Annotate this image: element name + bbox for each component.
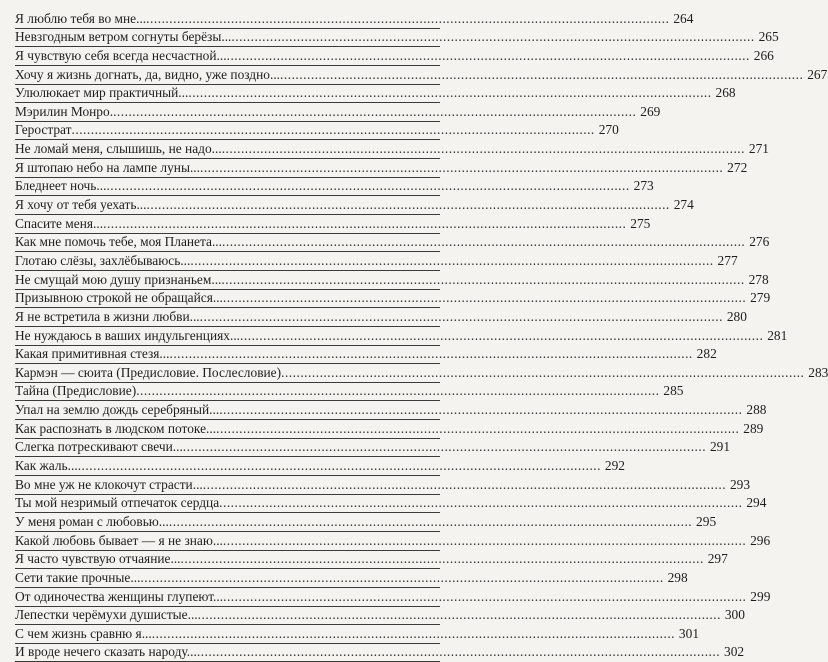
toc-entry-page-number: 302 <box>724 644 745 660</box>
toc-entry-page-number: 295 <box>696 513 717 529</box>
toc-entry-page-number: 288 <box>746 402 767 418</box>
toc-entry-page-number: 276 <box>749 234 770 250</box>
toc-entry-page-number: 280 <box>726 308 747 324</box>
toc-entry-page-number: 270 <box>598 122 619 138</box>
toc-entry-title: Ты мой незримый отпечаток сердца <box>15 495 220 511</box>
toc-entry-title: Тайна (Предисловие) <box>15 383 137 399</box>
toc-entry-title: Какая примитивная стезя... <box>15 346 170 362</box>
toc-entry <box>15 644 745 662</box>
toc-entry <box>15 364 828 383</box>
toc-entry-title: Я люблю тебя во мне... <box>15 10 147 26</box>
toc-entry-title: Во мне уж не клокочут страсти... <box>15 476 203 492</box>
toc-entry-page-number: 291 <box>709 439 731 455</box>
toc-dot-leader <box>227 48 750 65</box>
toc-entry-page-number: 301 <box>678 625 700 641</box>
toc-entry-page-number: 269 <box>640 103 661 119</box>
toc-entry-title: Упал на землю дождь серебряный... <box>15 402 220 418</box>
toc-entry-page-number: 283 <box>808 364 828 380</box>
toc-entry-title: Я штопаю небо на лампе луны... <box>15 159 200 175</box>
toc-dot-leader <box>280 67 803 84</box>
toc-entry-title: От одиночества женщины глупеют... <box>15 588 224 604</box>
toc-dot-leader <box>223 533 746 550</box>
toc-entry-page-number: 264 <box>673 10 694 26</box>
toc-entry-page-number: 298 <box>667 569 688 585</box>
toc-entry <box>15 383 684 402</box>
toc-entry-title: Я часто чувствую отчаяние... <box>15 551 181 567</box>
toc-entry-page-number: 268 <box>715 85 736 101</box>
toc-entry-title: Призывною строкой не обращайся... <box>15 290 223 306</box>
toc-entry-title: Глотаю слёзы, захлёбываюсь... <box>15 252 191 268</box>
toc-entry-page-number: 299 <box>750 588 771 604</box>
toc-entry-title: Кармэн — сюита (Предисловие. Послесловие) <box>15 364 282 380</box>
toc-entry <box>15 476 751 495</box>
toc-entry-title: Герострат <box>15 122 72 138</box>
toc-entry-page-number: 282 <box>696 346 717 362</box>
toc-entry-title: У меня роман с любовью... <box>15 513 169 529</box>
toc-entry-page-number: 300 <box>724 607 745 623</box>
toc-entry <box>15 607 745 626</box>
toc-entry-page-number: 267 <box>807 66 828 82</box>
toc-dot-leader <box>183 439 706 456</box>
toc-dot-leader <box>200 309 723 326</box>
toc-entry-title: Как мне помочь тебе, моя Планета... <box>15 234 222 250</box>
toc-entry-title: Спасите меня... <box>15 215 104 231</box>
toc-entry <box>15 308 747 327</box>
toc-dot-leader <box>169 514 692 531</box>
toc-entry-page-number: 292 <box>604 458 625 474</box>
toc-entry-page-number: 285 <box>663 383 684 399</box>
toc-entry-page-number: 279 <box>750 290 771 306</box>
toc-entry <box>15 346 717 365</box>
toc-entry-page-number: 293 <box>729 476 751 492</box>
toc-dot-leader <box>200 160 723 177</box>
toc-entry <box>15 513 717 532</box>
toc-entry-title: Как жаль... <box>15 458 78 474</box>
toc-dot-leader <box>140 570 663 587</box>
toc-dot-leader <box>146 11 669 28</box>
toc-entry <box>15 103 661 122</box>
toc-dot-leader <box>106 178 629 195</box>
toc-entry <box>15 625 700 644</box>
toc-entry <box>15 66 828 85</box>
toc-entry-page-number: 274 <box>673 197 694 213</box>
toc-entry <box>15 401 767 420</box>
toc-entry <box>15 29 779 48</box>
toc-dot-leader <box>219 495 742 512</box>
toc-entry-title: Хочу я жизнь догнать, да, видно, уже поздно... <box>15 66 281 82</box>
toc-dot-leader <box>136 383 659 400</box>
toc-dot-leader <box>103 216 626 233</box>
toc-entry-page-number: 277 <box>717 252 738 268</box>
toc-dot-leader <box>222 141 745 158</box>
toc-entry <box>15 140 769 159</box>
toc-dot-leader <box>78 458 601 475</box>
toc-dot-leader <box>223 589 746 606</box>
toc-entry <box>15 271 769 290</box>
toc-entry-title: И вроде нечего сказать народу... <box>15 644 197 660</box>
toc-entry-title: Бледнеет ночь... <box>15 178 107 194</box>
toc-dot-leader <box>223 290 746 307</box>
toc-entry <box>15 551 728 570</box>
toc-entry <box>15 196 694 215</box>
toc-entry <box>15 420 764 439</box>
toc-entry <box>15 10 694 29</box>
toc-entry-title: Какой любовь бывает — я не знаю... <box>15 532 223 548</box>
toc-entry <box>15 159 748 178</box>
toc-entry <box>15 439 731 458</box>
toc-entry-title: Я чувствую себя всегда несчастной... <box>15 47 227 63</box>
toc-entry <box>15 215 651 234</box>
toc-dot-leader <box>221 272 744 289</box>
toc-dot-leader <box>113 104 636 121</box>
toc-entry <box>15 47 774 66</box>
toc-dot-leader <box>188 85 711 102</box>
toc-entry-page-number: 294 <box>746 495 767 511</box>
toc-dot-leader <box>147 197 670 214</box>
toc-entry-title: Мэрилин Монро. <box>15 103 114 119</box>
toc-entry <box>15 234 770 253</box>
toc-entry <box>15 252 738 271</box>
toc-entry <box>15 327 788 346</box>
toc-entry <box>15 122 619 141</box>
toc-entry-title: Улюлюкает мир практичный... <box>15 85 189 101</box>
toc-entry <box>15 495 767 514</box>
table-of-contents <box>15 10 828 662</box>
toc-entry <box>15 178 654 197</box>
toc-entry-page-number: 281 <box>767 327 788 343</box>
toc-entry-title: Не ломай меня, слышишь, не надо... <box>15 141 222 157</box>
toc-entry-title: Слегка потрескивают свечи... <box>15 439 183 455</box>
toc-dot-leader <box>281 365 804 382</box>
toc-entry <box>15 290 771 309</box>
toc-entry-page-number: 289 <box>743 420 764 436</box>
toc-dot-leader <box>216 421 739 438</box>
toc-entry-title: Невзгодным ветром согнуты берёзы... <box>15 29 232 45</box>
toc-entry-page-number: 275 <box>630 215 651 231</box>
toc-entry-page-number: 272 <box>727 159 748 175</box>
toc-entry-page-number: 273 <box>633 178 654 194</box>
toc-entry-title: Я хочу от тебя уехать... <box>15 197 147 213</box>
toc-dot-leader <box>169 346 692 363</box>
toc-entry-title: Не нуждаюсь в ваших индульгенциях... <box>15 327 241 343</box>
toc-dot-leader <box>203 477 726 494</box>
toc-dot-leader <box>197 644 720 661</box>
toc-entry-page-number: 266 <box>753 47 774 63</box>
toc-entry <box>15 588 771 607</box>
toc-entry-title: Не смущай мою душу признаньем... <box>15 271 222 287</box>
toc-dot-leader <box>72 122 595 139</box>
toc-dot-leader <box>181 551 704 568</box>
toc-entry-page-number: 271 <box>748 141 769 157</box>
toc-entry-page-number: 296 <box>750 532 771 548</box>
toc-entry-page-number: 278 <box>748 271 769 287</box>
toc-entry <box>15 457 625 476</box>
toc-entry-title: Как распознать в людском потоке... <box>15 420 217 436</box>
toc-entry <box>15 85 736 104</box>
toc-entry-title: С чем жизнь сравню я... <box>15 625 152 641</box>
toc-dot-leader <box>240 328 763 345</box>
toc-dot-leader <box>231 29 754 46</box>
toc-entry-title: Сети такие прочные... <box>15 569 141 585</box>
toc-dot-leader <box>152 626 675 643</box>
toc-dot-leader <box>198 607 721 624</box>
toc-dot-leader <box>190 253 713 270</box>
toc-dot-leader <box>222 234 745 251</box>
toc-entry-page-number: 265 <box>758 29 779 45</box>
toc-entry-title: Лепестки черёмухи душистые... <box>15 607 198 623</box>
toc-entry-title: Я не встретила в жизни любви... <box>15 308 200 324</box>
toc-entry <box>15 569 688 588</box>
toc-entry-page-number: 297 <box>707 551 728 567</box>
toc-entry <box>15 532 771 551</box>
toc-dot-leader <box>219 402 742 419</box>
